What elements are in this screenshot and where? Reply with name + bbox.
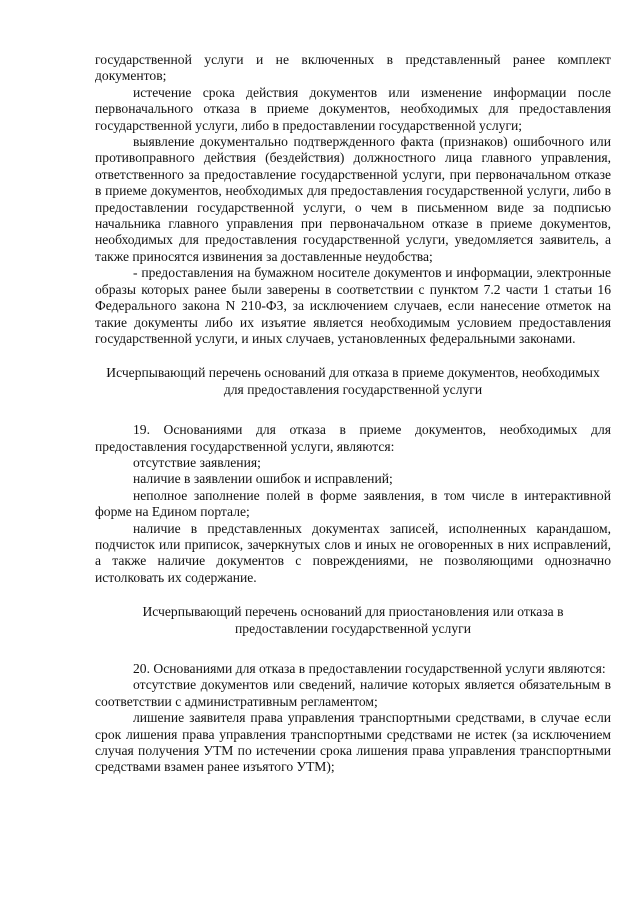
paragraph: отсутствие документов или сведений, наличие которых является обязательным в соответствии с административным регламентом; (95, 677, 611, 709)
paragraph: - предоставления на бумажном носителе документов и информации, электронные образы которых ранее были заверены в соответствии с пунктом 7.2 части 1 статьи 16 Федерального закона N 210-ФЗ, за исключением случаев, если нанесение отметок на такие документы либо их изъятие является необходимым условием предоставления государственной услуги, и иных случаев, установленных федеральными законами. (95, 265, 611, 346)
paragraph: наличие в представленных документах записей, исполненных карандашом, подчисток или приписок, зачеркнутых слов и иных не оговоренных в них исправлений, а также наличие документов с повреждениями, не позволяющими однозначно истолковать их содержание. (95, 520, 611, 585)
section-heading: Исчерпывающий перечень оснований для приостановления или отказа в предоставлении государственной услуги (142, 604, 564, 636)
section-heading: Исчерпывающий перечень оснований для отказа в приеме документов, необходимых для предоставления государственной услуги (106, 365, 600, 397)
paragraph: 19. Основаниями для отказа в приеме документов, необходимых для предоставления государственной услуги, являются: (95, 422, 611, 454)
paragraph: неполное заполнение полей в форме заявления, в том числе в интерактивной форме на Едином портале; (95, 487, 611, 520)
paragraph: выявление документально подтвержденного факта (признаков) ошибочного или противоправного действия (бездействия) должностного лица главного управления, ответственного за предоставление государственной услуги, при первоначальном отказе в приеме документов, необходимых для предоставления государственной услуги, либо в предоставлении государственной услуги, о чем в письменном виде за подписью начальника главного управления при первоначальном отказе в приеме документов, необходимых для предоставления государственной услуги, уведомляется заявитель, а также приносятся извинения за доставленные неудобства; (95, 134, 611, 264)
paragraph: 20. Основаниями для отказа в предоставлении государственной услуги являются: (133, 661, 606, 676)
paragraph: отсутствие заявления; (133, 454, 261, 470)
paragraph: государственной услуги и не включенных в представленный ранее комплект документов; (95, 52, 611, 84)
paragraph: истечение срока действия документов или изменение информации после первоначального отказа в приеме документов, необходимых для предоставления государственной услуги, либо в предоставлении государственной услуги; (95, 84, 611, 133)
paragraph: лишение заявителя права управления транспортными средствами, в случае если срок лишения права управления транспортными средствами не истек (за исключением случая получения УТМ по истечении срока лишения права управления транспортными средствами взамен ранее изъятого УТМ); (95, 710, 611, 775)
paragraph: наличие в заявлении ошибок и исправлений; (133, 471, 393, 487)
